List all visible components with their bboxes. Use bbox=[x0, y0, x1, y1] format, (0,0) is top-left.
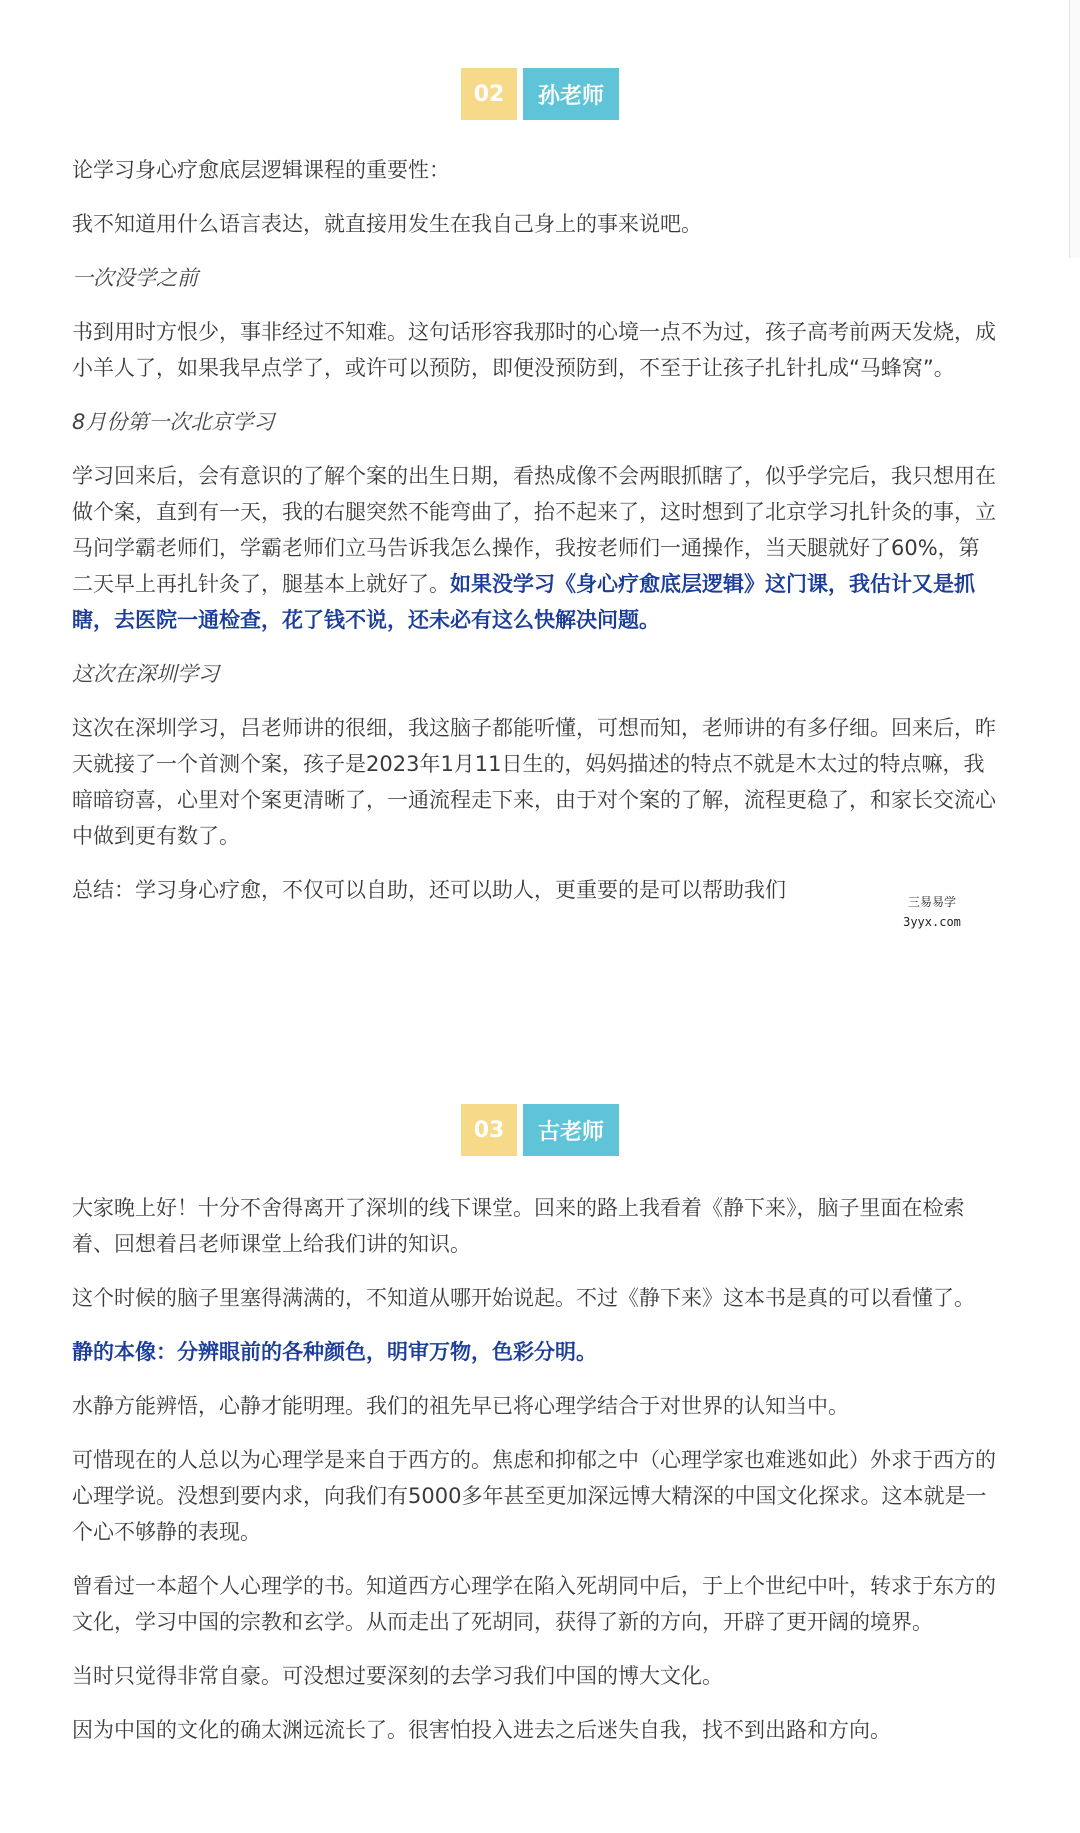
paragraph: 我不知道用什么语言表达，就直接用发生在我自己身上的事来说吧。 bbox=[72, 212, 702, 236]
paragraph bbox=[72, 458, 1000, 638]
teacher-name-badge: 孙老师 bbox=[523, 68, 619, 120]
scroll-edge bbox=[1069, 0, 1080, 258]
section-number-badge: 02 bbox=[461, 68, 517, 120]
emphasis-text: 如果没学习《身心疗愈底层逻辑》这门课，我估计又是抓瞎，去医院一通检查，花了钱不说，还未必有这么快解决问题。 bbox=[72, 572, 975, 632]
paragraph: 因为中国的文化的确太渊远流长了。很害怕投入进去之后迷失自我，找不到出路和方向。 bbox=[72, 1718, 891, 1742]
section-03-content bbox=[72, 1190, 1000, 1766]
paragraph: 总结：学习身心疗愈，不仅可以自助，还可以助人，更重要的是可以帮助我们 bbox=[72, 878, 786, 902]
watermark-url: 3yyx.com bbox=[903, 915, 961, 929]
section-header-02 bbox=[0, 68, 1080, 120]
paragraph: 当时只觉得非常自豪。可没想过要深刻的去学习我们中国的博大文化。 bbox=[72, 1664, 723, 1688]
watermark-title: 三易易学 bbox=[907, 895, 956, 909]
paragraph: 这次在深圳学习，吕老师讲的很细，我这脑子都能听懂，可想而知，老师讲的有多仔细。回来后，昨天就接了一个首测个案，孩子是2023年1月11日生的，妈妈描述的特点不就是木太过的特点嘛，我暗暗窃喜，心里对个案更清晰了，一通流程走下来，由于对个案的了解，流程更稳了，和家长交流心中做到更有数了。 bbox=[72, 716, 996, 848]
paragraph: 大家晚上好！十分不舍得离开了深圳的线下课堂。回来的路上我看着《静下来》，脑子里面在检索着、回想着吕老师课堂上给我们讲的知识。 bbox=[72, 1196, 965, 1256]
subheading: 8月份第一次北京学习 bbox=[72, 410, 275, 434]
paragraph: 水静方能辨悟，心静才能明理。我们的祖先早已将心理学结合于对世界的认知当中。 bbox=[72, 1394, 849, 1418]
section-number-badge: 03 bbox=[461, 1104, 517, 1156]
paragraph: 可惜现在的人总以为心理学是来自于西方的。焦虑和抑郁之中（心理学家也难逃如此）外求于西方的心理学说。没想到要内求，向我们有5000多年甚至更加深远博大精深的中国文化探求。这本就是一个心不够静的表现。 bbox=[72, 1448, 996, 1544]
site-watermark bbox=[872, 892, 992, 932]
paragraph: 论学习身心疗愈底层逻辑课程的重要性： bbox=[72, 158, 450, 182]
section-02-content bbox=[72, 152, 1000, 926]
paragraph: 这个时候的脑子里塞得满满的，不知道从哪开始说起。不过《静下来》这本书是真的可以看懂了。 bbox=[72, 1286, 975, 1310]
paragraph: 书到用时方恨少，事非经过不知难。这句话形容我那时的心境一点不为过，孩子高考前两天发烧，成小羊人了，如果我早点学了，或许可以预防，即便没预防到，不至于让孩子扎针扎成“马蜂窝”。 bbox=[72, 320, 996, 380]
paragraph: 曾看过一本超个人心理学的书。知道西方心理学在陷入死胡同中后，于上个世纪中叶，转求于东方的文化，学习中国的宗教和玄学。从而走出了死胡同，获得了新的方向，开辟了更开阔的境界。 bbox=[72, 1574, 996, 1634]
teacher-name-badge: 古老师 bbox=[523, 1104, 619, 1156]
section-header-03 bbox=[0, 1104, 1080, 1156]
subheading: 一次没学之前 bbox=[72, 266, 198, 290]
paragraph-text: 学习回来后，会有意识的了解个案的出生日期，看热成像不会两眼抓瞎了，似乎学完后，我只想用在做个案，直到有一天，我的右腿突然不能弯曲了，抬不起来了，这时想到了北京学习扎针灸的事，立马问学霸老师们，学霸老师们立马告诉我怎么操作，我按老师们一通操作，当天腿就好了60%，第二天早上再扎针灸了，腿基本上就好了。 bbox=[72, 464, 996, 596]
emphasis-paragraph: 静的本像：分辨眼前的各种颜色，明审万物，色彩分明。 bbox=[72, 1340, 597, 1364]
subheading: 这次在深圳学习 bbox=[72, 662, 219, 686]
